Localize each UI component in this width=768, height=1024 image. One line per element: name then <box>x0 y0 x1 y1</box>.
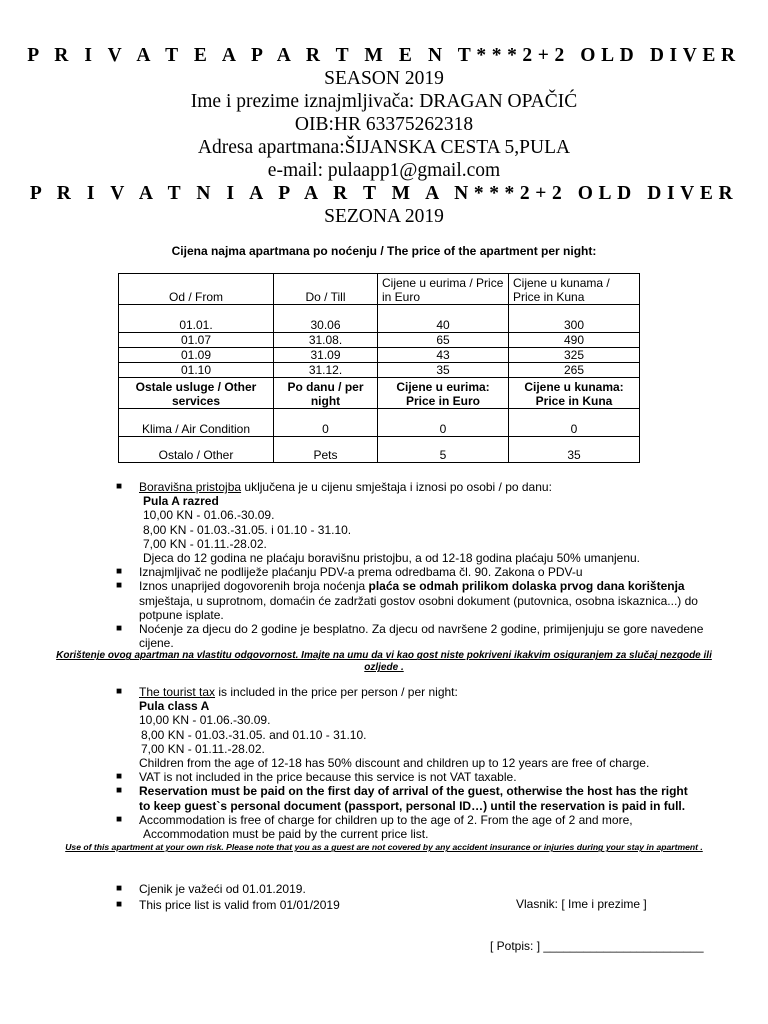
cell: 31.08. <box>274 333 378 348</box>
table-row <box>119 348 640 363</box>
bullet-icon: ■ <box>116 899 123 910</box>
season-hr: SEZONA 2019 <box>324 206 444 227</box>
children-note: Children from the age of 12-18 has 50% discount and children up to 12 years are free of charge. <box>139 756 650 771</box>
tax-rate: 8,00 KN - 01.03.-31.05. and 01.10 - 31.10. <box>141 727 367 742</box>
title-en: P R I V A T E A P A R T M E N T***2+2 OLD DIVER <box>27 45 741 66</box>
validity-section <box>0 881 768 913</box>
kids-note: Accommodation is free of charge for children up to the age of 2. From the age of 2 and more, <box>139 812 633 827</box>
payment-note: Reservation must be paid on the first day of arrival of the guest, otherwise the host has the right to keep guest`s personal document (passport, personal ID…) until the reservation is paid in full. <box>139 784 688 813</box>
table-row <box>119 305 640 333</box>
payment-note-b: plaća se odmah prilikom dolaska prvog dana korištenja <box>368 579 685 594</box>
croatian-section <box>0 480 768 674</box>
vat-note: VAT is not included in the price because this service is not VAT taxable. <box>139 770 517 785</box>
cell: 01.09 <box>119 348 274 363</box>
bullet-icon: ■ <box>116 771 123 783</box>
disclaimer-hr: Korištenje ovog apartman na vlastitu odgovornost. Imajte na umu da vi kao gost niste pokriveni ikakvim osiguranjem za slučaj nezgode ili ozljede . <box>56 650 712 674</box>
tax-rate: 10,00 KN - 01.06.-30.09. <box>143 508 275 523</box>
tax-class: Pula class A <box>139 699 210 714</box>
cell: Klima / Air Condition <box>119 409 274 437</box>
price-table <box>118 273 640 463</box>
header-cell: Cijene u eurima / Price in Euro <box>378 274 509 305</box>
cell: 43 <box>378 348 509 363</box>
cell: 0 <box>509 409 640 437</box>
list-item <box>0 565 768 579</box>
owner-field: Vlasnik: [ Ime i prezime ] <box>516 897 647 911</box>
cell: 65 <box>378 333 509 348</box>
signature-field: [ Potpis: ] ________________________ <box>490 939 704 953</box>
list-item <box>0 897 768 913</box>
bullet-icon: ■ <box>116 686 123 697</box>
list-item <box>0 685 768 699</box>
tourist-tax-link: Boravišna pristojba <box>139 480 242 494</box>
list-item <box>0 770 768 784</box>
table-row <box>119 409 640 437</box>
cell: 31.12. <box>274 363 378 378</box>
cell: 300 <box>509 305 640 333</box>
cell: 30.06 <box>274 305 378 333</box>
valid-hr: Cjenik je važeći od 01.01.2019. <box>139 882 306 896</box>
header-cell: Cijene u kunama: Price in Kuna <box>509 378 640 409</box>
season-en: SEASON 2019 <box>324 68 444 89</box>
cell: 490 <box>509 333 640 348</box>
email: e-mail: pulaapp1@gmail.com <box>267 160 501 181</box>
header-cell: Ostale usluge / Other services <box>119 378 274 409</box>
cell: 40 <box>378 305 509 333</box>
list-item <box>0 480 768 494</box>
cell: Ostalo / Other <box>119 437 274 463</box>
cell: 01.07 <box>119 333 274 348</box>
bullet-icon: ■ <box>116 785 123 797</box>
address: Adresa apartmana:ŠIJANSKA CESTA 5,PULA <box>197 137 571 158</box>
title-hr: P R I V A T N I A P A R T M A N***2+2 OLD DIVER <box>29 183 739 204</box>
kids-note-cont: Accommodation must be paid by the current price list. <box>143 827 429 842</box>
payment-note-a: Iznos unaprijed dogovorenih broja noćenja <box>139 579 369 594</box>
tax-rate: 8,00 KN - 01.03.-31.05. i 01.10 - 31.10. <box>143 522 352 537</box>
table-header-row <box>119 274 640 305</box>
services-header-row <box>119 378 640 409</box>
list-item <box>0 784 768 812</box>
header-cell: Cijene u kunama / Price in Kuna <box>509 274 640 305</box>
tax-text: is included in the price per person / per night: <box>215 685 458 699</box>
cell: Pets <box>274 437 378 463</box>
bullet-icon: ■ <box>116 883 123 894</box>
tax-rate: 7,00 KN - 01.11.-28.02. <box>143 536 267 551</box>
owner-name: Ime i prezime iznajmljivača: DRAGAN OPAČIĆ <box>190 91 578 112</box>
header-cell: Cijene u eurima: Price in Euro <box>378 378 509 409</box>
bullet-icon: ■ <box>116 566 123 578</box>
children-note: Djeca do 12 godina ne plaćaju boravišnu pristojbu, a od 12-18 godina plaćaju 50% umanjenu. <box>143 551 641 566</box>
list-item <box>0 579 768 622</box>
english-section <box>0 685 768 853</box>
tax-rate: 7,00 KN - 01.11.-28.02. <box>141 741 265 756</box>
vat-note: Iznajmljivač ne podliježe plaćanju PDV-a prema odredbama čl. 90. Zakona o PDV-u <box>139 565 583 580</box>
bullet-icon: ■ <box>116 623 123 635</box>
list-item <box>0 813 768 827</box>
cell: 0 <box>274 409 378 437</box>
tax-rate: 10,00 KN - 01.06.-30.09. <box>139 713 271 728</box>
kids-note: Noćenje za djecu do 2 godine je besplatno. Za djecu od navršene 2 godine, primijenjuju se gore navedene cijene. <box>139 622 704 651</box>
table-row <box>119 363 640 378</box>
tax-class: Pula A razred <box>143 494 219 509</box>
header-cell: Do / Till <box>274 274 378 305</box>
cell: 01.01. <box>119 305 274 333</box>
cell: 265 <box>509 363 640 378</box>
table-row <box>119 437 640 463</box>
document-header <box>0 44 768 228</box>
cell: 325 <box>509 348 640 363</box>
oib: OIB:HR 63375262318 <box>294 114 474 135</box>
cell: 01.10 <box>119 363 274 378</box>
cell: 31.09 <box>274 348 378 363</box>
bullet-icon: ■ <box>116 813 123 825</box>
cell: 5 <box>378 437 509 463</box>
cell: 35 <box>378 363 509 378</box>
cell: 0 <box>378 409 509 437</box>
tourist-tax-link: The tourist tax <box>139 685 216 699</box>
bullet-icon: ■ <box>116 481 123 492</box>
payment-note-c: smještaja, u suprotnom, domaćin će zadržati gostov osobni dokument (putovnica, osobna iskaznica...) do potpune isplate. <box>139 593 698 622</box>
valid-en: This price list is valid from 01/01/2019 <box>139 898 340 912</box>
header-cell: Od / From <box>119 274 274 305</box>
bullet-icon: ■ <box>116 580 123 592</box>
table-caption: Cijena najma apartmana po noćenju / The price of the apartment per night: <box>171 244 597 258</box>
list-item <box>0 622 768 650</box>
cell: 35 <box>509 437 640 463</box>
disclaimer-en: Use of this apartment at your own risk. Please note that you as a guest are not covered by any accident insurance or injuries during your stay in apartment . <box>65 842 703 853</box>
list-item <box>0 881 768 897</box>
header-cell: Po danu / per night <box>274 378 378 409</box>
table-row <box>119 333 640 348</box>
tax-text: uključena je u cijenu smještaja i iznosi po osobi / po danu: <box>241 480 552 494</box>
